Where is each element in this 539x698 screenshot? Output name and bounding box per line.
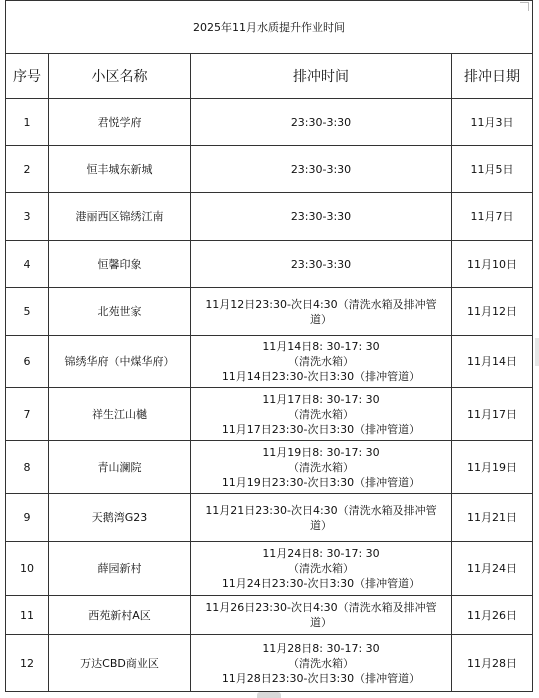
flush-date: 11月3日 [452, 99, 533, 146]
flush-time-line: 23:30-3:30 [290, 257, 352, 271]
flush-time-line: （清洗水箱） [288, 355, 354, 368]
community-name: 薛园新村 [49, 542, 191, 596]
header-row [6, 54, 533, 99]
row-number: 5 [6, 288, 49, 336]
bottom-scroll-handle[interactable] [257, 692, 281, 698]
header-no: 序号 [6, 54, 49, 99]
flush-date: 11月12日 [452, 288, 533, 336]
community-name: 万达CBD商业区 [49, 635, 191, 692]
row-number: 7 [6, 388, 49, 441]
row-number: 1 [6, 99, 49, 146]
row-number: 11 [6, 596, 49, 635]
row-number: 4 [6, 241, 49, 288]
flush-time [191, 542, 452, 596]
table-row [6, 388, 533, 441]
header-name: 小区名称 [49, 54, 191, 99]
table-row [6, 241, 533, 288]
table-row [6, 288, 533, 336]
schedule-table [5, 0, 533, 692]
header-time: 排冲时间 [191, 54, 452, 99]
community-name: 恒丰城东新城 [49, 146, 191, 193]
flush-time [191, 635, 452, 692]
side-scroll-handle[interactable] [535, 338, 539, 366]
flush-date: 11月5日 [452, 146, 533, 193]
community-name: 青山澜院 [49, 441, 191, 494]
flush-time [191, 99, 452, 146]
table-row [6, 596, 533, 635]
community-name: 君悦学府 [49, 99, 191, 146]
flush-time-line: 11月28日23:30-次日3:30（排冲管道） [221, 671, 421, 685]
flush-time-line: （清洗水箱） [288, 562, 354, 575]
flush-time-line: 11月14日8: 30-17: 30 [262, 340, 380, 353]
flush-date: 11月21日 [452, 494, 533, 542]
flush-time-line: 23:30-3:30 [290, 115, 352, 129]
flush-time-line: 11月21日23:30-次日4:30（清洗水箱及排冲管 [205, 503, 437, 517]
flush-time-line: 11月14日23:30-次日3:30（排冲管道） [221, 370, 421, 383]
header-date: 排冲日期 [452, 54, 533, 99]
row-number: 3 [6, 193, 49, 241]
row-number: 9 [6, 494, 49, 542]
flush-time [191, 596, 452, 635]
flush-date: 11月24日 [452, 542, 533, 596]
flush-time-line: （清洗水箱） [288, 460, 354, 474]
community-name: 锦绣华府（中煤华府） [49, 336, 191, 388]
row-number: 10 [6, 542, 49, 596]
flush-time [191, 441, 452, 494]
community-name: 祥生江山樾 [49, 388, 191, 441]
flush-date: 11月10日 [452, 241, 533, 288]
flush-date: 11月19日 [452, 441, 533, 494]
flush-time [191, 288, 452, 336]
flush-date: 11月28日 [452, 635, 533, 692]
flush-time-line: 11月28日8: 30-17: 30 [262, 641, 380, 655]
row-number: 12 [6, 635, 49, 692]
flush-time [191, 336, 452, 388]
flush-date: 11月26日 [452, 596, 533, 635]
flush-time [191, 494, 452, 542]
table-row [6, 336, 533, 388]
schedule-sheet [5, 0, 532, 692]
flush-time-line: 道） [310, 518, 332, 532]
flush-time [191, 388, 452, 441]
table-row [6, 494, 533, 542]
flush-date: 11月7日 [452, 193, 533, 241]
table-row [6, 542, 533, 596]
table-row [6, 441, 533, 494]
flush-time [191, 146, 452, 193]
flush-date: 11月14日 [452, 336, 533, 388]
community-name: 港丽西区锦绣江南 [49, 193, 191, 241]
row-number: 6 [6, 336, 49, 388]
flush-time-line: 11月24日23:30-次日3:30（排冲管道） [221, 577, 421, 590]
flush-time-line: 23:30-3:30 [290, 210, 352, 223]
table-row [6, 635, 533, 692]
row-number: 8 [6, 441, 49, 494]
flush-time [191, 241, 452, 288]
flush-time [191, 193, 452, 241]
flush-time-line: 11月19日23:30-次日3:30（排冲管道） [221, 475, 421, 489]
community-name: 西苑新村A区 [49, 596, 191, 635]
community-name: 北苑世家 [49, 288, 191, 336]
table-title: 2025年11月水质提升作业时间 [6, 1, 533, 54]
flush-time-line: 11月17日23:30-次日3:30（排冲管道） [221, 422, 421, 436]
community-name: 天鹅湾G23 [49, 494, 191, 542]
flush-time-line: 11月12日23:30-次日4:30（清洗水箱及排冲管 [205, 297, 437, 311]
table-row [6, 99, 533, 146]
flush-time-line: 道） [310, 616, 332, 629]
flush-time-line: 11月24日8: 30-17: 30 [262, 547, 380, 560]
flush-time-line: 23:30-3:30 [290, 162, 352, 176]
table-row [6, 193, 533, 241]
table-row [6, 146, 533, 193]
community-name: 恒馨印象 [49, 241, 191, 288]
flush-time-line: 道） [310, 312, 332, 326]
flush-date: 11月17日 [452, 388, 533, 441]
flush-time-line: （清洗水箱） [288, 407, 354, 421]
flush-time-line: 11月26日23:30-次日4:30（清洗水箱及排冲管 [205, 601, 437, 614]
flush-time-line: 11月17日8: 30-17: 30 [262, 392, 380, 406]
row-number: 2 [6, 146, 49, 193]
flush-time-line: （清洗水箱） [288, 656, 354, 670]
flush-time-line: 11月19日8: 30-17: 30 [262, 445, 380, 459]
